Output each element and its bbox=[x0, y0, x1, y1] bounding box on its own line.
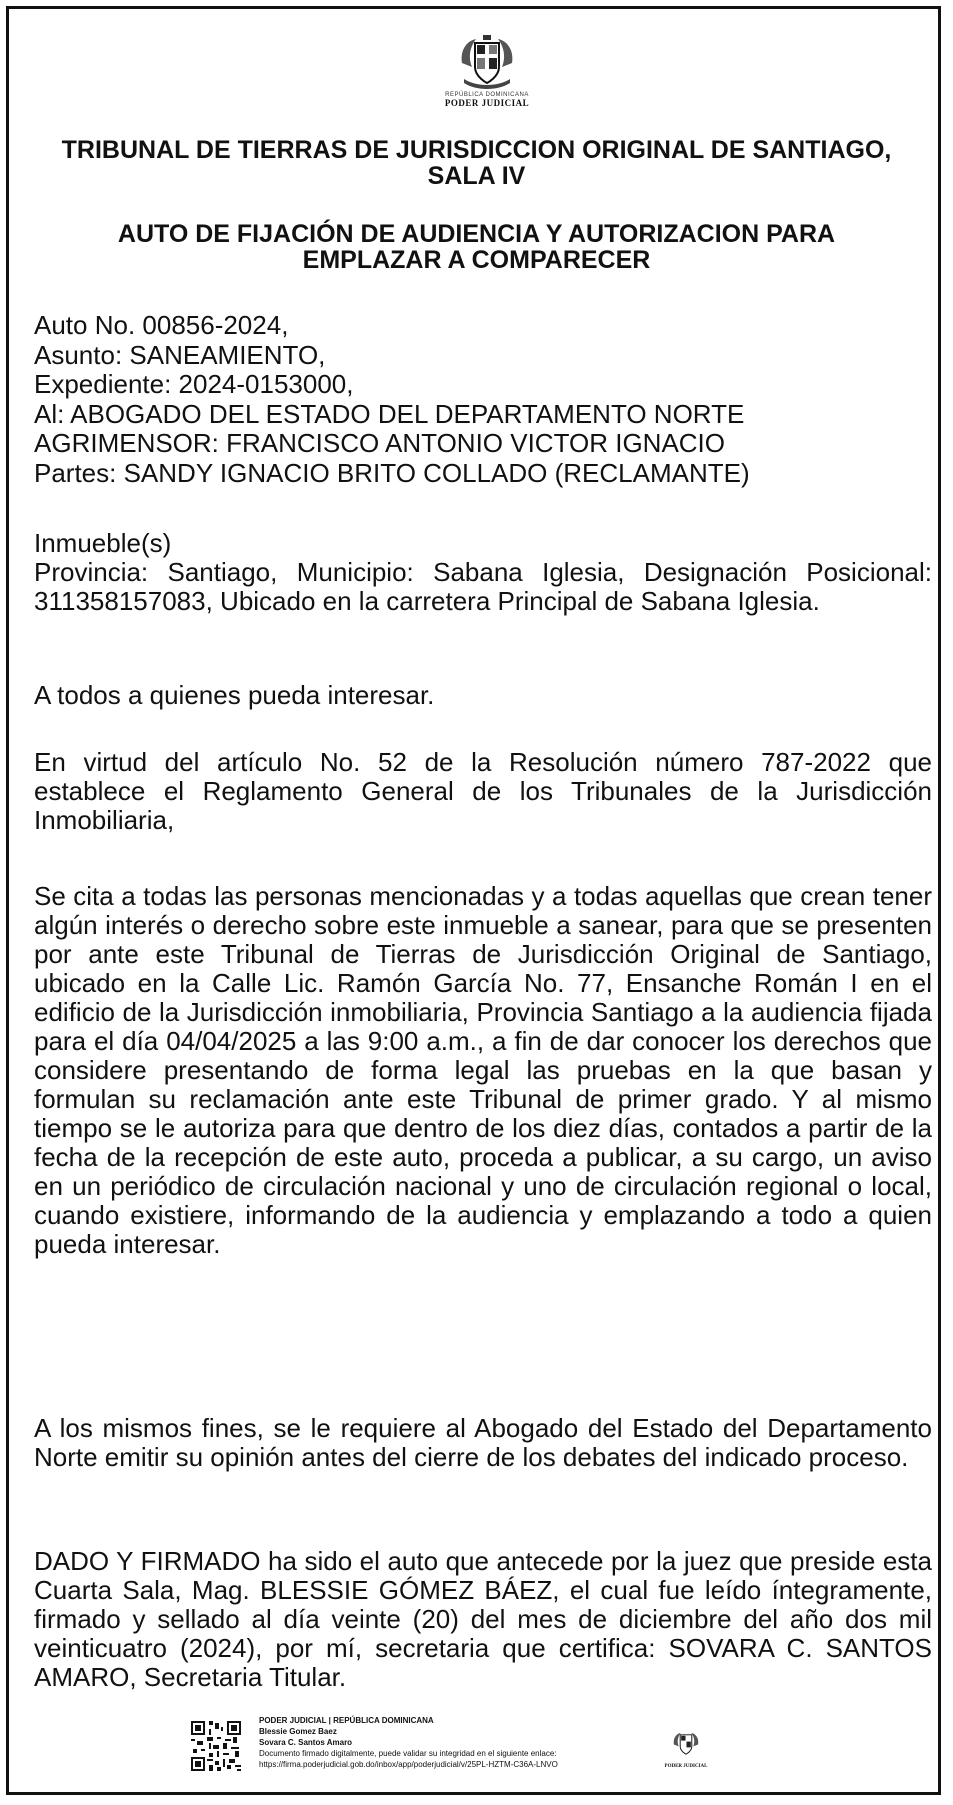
document-frame bbox=[6, 6, 941, 1795]
logo-country-text: REPÚBLICA DOMINICANA bbox=[445, 92, 529, 98]
court-title: TRIBUNAL DE TIERRAS DE JURISDICCION ORIGINAL DE SANTIAGO, SALA IV bbox=[61, 136, 892, 190]
signature-text bbox=[259, 1715, 558, 1770]
paragraph-virtud: En virtud del artículo No. 52 de la Resolución número 787-2022 que establece el Reglamento General de los Tribunales de la Jurisdicción Inmobiliaria, bbox=[34, 747, 932, 835]
paragraph-dado: DADO Y FIRMADO ha sido el auto que antecede por la juez que preside esta Cuarta Sala, Mag. BLESSIE GÓMEZ BÁEZ, el cual fue leído íntegramente, firmado y sellado al día veinte (20) del mes de diciembre del año dos mil veinticuatro (2024), por mí, secretaria que certifica: SOVARA C. SANTOS AMARO, Secretaria Titular. bbox=[34, 1546, 932, 1692]
paragraph-mismos: A los mismos fines, se le requiere al Abogado del Estado del Departamento Norte emitir su opinión antes del cierre de los debates del indicado proceso. bbox=[34, 1413, 932, 1472]
paragraph-cita: Se cita a todas las personas mencionadas y a todas aquellas que crean tener algún interés o derecho sobre este inmueble a sanear, para que se presenten por ante este Tribunal de Tierras de Jurisdicción Original de Santiago, ubicado en la Calle Lic. Ramón García No. 77, Ensanche Román I en el edificio de la Jurisdicción inmobiliaria, Provincia Santiago a la audiencia fijada para el día 04/04/2025 a las 9:00 a.m., a fin de dar conocer los derechos que considere presentando de forma legal las pruebas en la que basan y formulan su reclamación ante este Tribunal de primer grado. Y al mismo tiempo se le autoriza para que dentro de los diez días, contados a partir de la fecha de la recepción de este auto, proceda a publicar, a su cargo, un aviso en un periódico de circulación nacional y uno de circulación regional o local, cuando existiere, informando de la audiencia y emplazando a todo a quien pueda interesar. bbox=[34, 881, 932, 1259]
footer-signer-secretary: Sovara C. Santos Amaro bbox=[259, 1738, 353, 1747]
addressee: Al: ABOGADO DEL ESTADO DEL DEPARTAMENTO NORTE bbox=[34, 398, 745, 429]
qr-code-icon[interactable] bbox=[191, 1721, 241, 1771]
poder-judicial-logo bbox=[437, 33, 537, 108]
case-header bbox=[34, 311, 932, 488]
footer-logo bbox=[661, 1729, 711, 1769]
paragraph-todos: A todos a quienes pueda interesar. bbox=[34, 680, 435, 710]
footer-signer-judge: Blessie Gomez Baez bbox=[259, 1727, 337, 1736]
coat-of-arms-icon bbox=[456, 33, 518, 91]
footer-validation-link[interactable]: https://firma.poderjudicial.gob.do/inbox/app/poderjudicial/v/25PL-HZTM-C36A-LNVO bbox=[259, 1760, 558, 1769]
document-title: AUTO DE FIJACIÓN DE AUDIENCIA Y AUTORIZACION PARA EMPLAZAR A COMPARECER bbox=[117, 220, 836, 274]
footer-validation-note: Documento firmado digitalmente, puede validar su integridad en el siguiente enlace: bbox=[259, 1749, 557, 1758]
logo-institution-text: PODER JUDICIAL bbox=[444, 98, 530, 108]
partes: Partes: SANDY IGNACIO BRITO COLLADO (RECLAMANTE) bbox=[34, 457, 750, 488]
expediente: Expediente: 2024-0153000, bbox=[34, 369, 354, 399]
footer-logo-text: PODER JUDICIAL bbox=[664, 1764, 708, 1769]
footer-institution: PODER JUDICIAL | REPÚBLICA DOMINICANA bbox=[259, 1716, 434, 1725]
coat-of-arms-small-icon bbox=[671, 1729, 701, 1759]
signature-footer bbox=[191, 1715, 731, 1785]
asunto: Asunto: SANEAMIENTO, bbox=[34, 339, 326, 370]
agrimensor: AGRIMENSOR: FRANCISCO ANTONIO VICTOR IGNACIO bbox=[34, 428, 726, 458]
auto-number: Auto No. 00856-2024, bbox=[34, 310, 289, 340]
inmueble-text: Provincia: Santiago, Municipio: Sabana Iglesia, Designación Posicional: 311358157083, Ubicado en la carretera Principal de Sabana Iglesia. bbox=[34, 557, 932, 616]
inmueble-section bbox=[34, 529, 932, 616]
inmueble-heading: Inmueble(s) bbox=[34, 528, 172, 558]
